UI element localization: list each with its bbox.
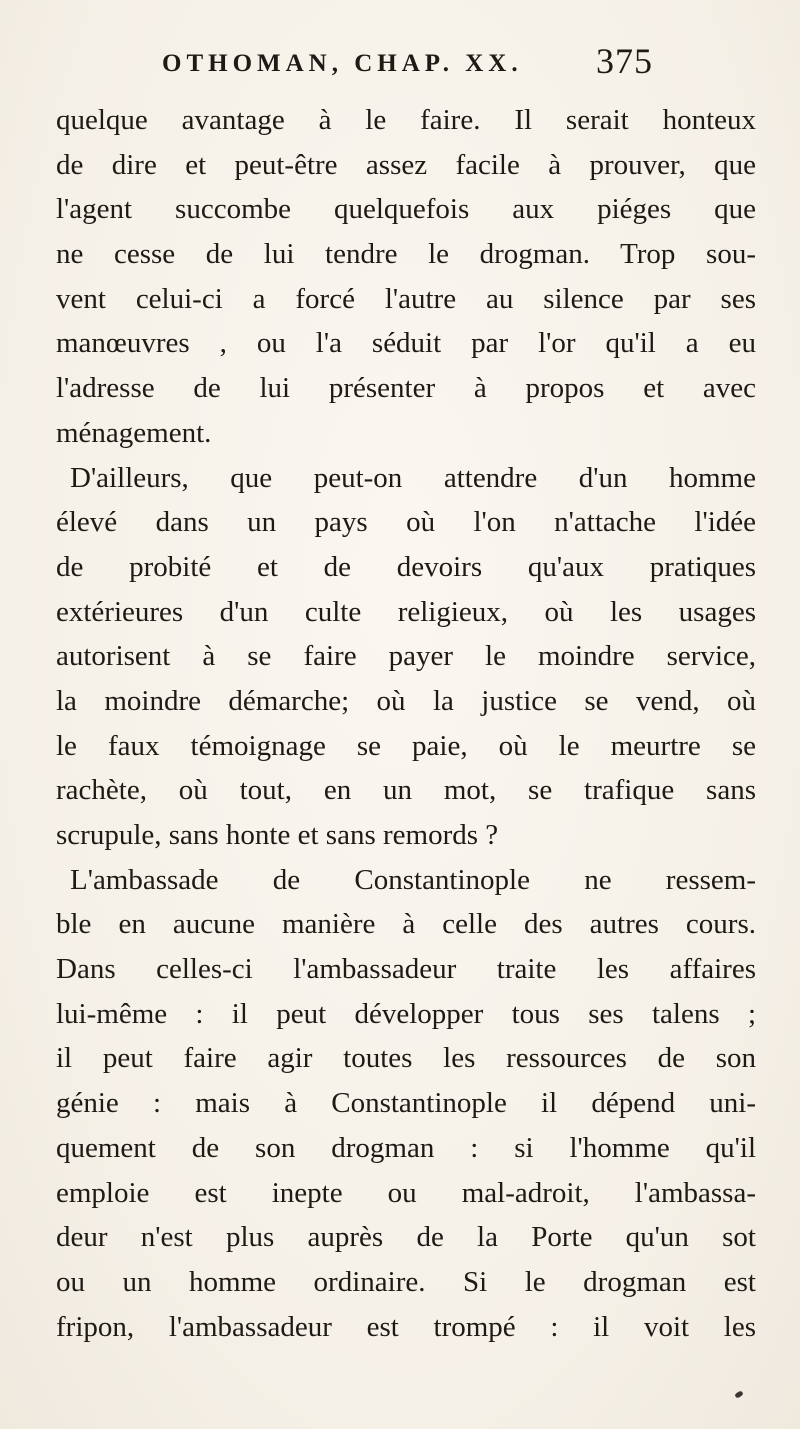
text-line: deur n'est plus auprès de la Porte qu'un sot <box>56 1221 756 1254</box>
text-line: élevé dans un pays où l'on n'attache l'idée <box>56 506 756 539</box>
text-line: le faux témoignage se paie, où le meurtre se <box>56 729 756 762</box>
body-text <box>56 98 756 1349</box>
running-head <box>0 38 800 98</box>
text-line: rachète, où tout, en un mot, se trafique sans <box>56 774 756 807</box>
paragraph-start-line: D'ailleurs, que peut-on attendre d'un homme <box>70 461 756 494</box>
text-line: de probité et de devoirs qu'aux pratiques <box>56 550 756 583</box>
text-line: ble en aucune manière à celle des autres cours. <box>56 908 756 941</box>
page-number: 375 <box>596 41 653 81</box>
text-line: l'adresse de lui présenter à propos et avec <box>56 372 756 405</box>
text-line: vent celui-ci a forcé l'autre au silence par ses <box>56 282 756 315</box>
text-line: emploie est inepte ou mal-adroit, l'ambassa- <box>56 1176 756 1209</box>
paragraph-end-line: ménagement. <box>56 416 212 449</box>
running-head-title: OTHOMAN, CHAP. XX. <box>162 50 523 77</box>
text-line: la moindre démarche; où la justice se vend, où <box>56 684 756 717</box>
text-line: Dans celles-ci l'ambassadeur traite les affaires <box>56 953 756 986</box>
text-line: lui-même : il peut développer tous ses talens ; <box>56 997 756 1030</box>
text-line: quement de son drogman : si l'homme qu'il <box>56 1131 756 1164</box>
ink-speck <box>734 1390 743 1398</box>
paragraph-start-line: L'ambassade de Constantinople ne ressem- <box>70 863 756 896</box>
text-line: il peut faire agir toutes les ressources de son <box>56 1042 756 1075</box>
text-line: ou un homme ordinaire. Si le drogman est <box>56 1265 756 1298</box>
text-line: de dire et peut-être assez facile à prouver, que <box>56 148 756 181</box>
text-line: autorisent à se faire payer le moindre service, <box>56 640 756 673</box>
text-line: fripon, l'ambassadeur est trompé : il voit les <box>56 1310 756 1343</box>
text-line: manœuvres , ou l'a séduit par l'or qu'il a eu <box>56 327 756 360</box>
paragraph-end-line: scrupule, sans honte et sans remords ? <box>56 819 499 851</box>
text-line: extérieures d'un culte religieux, où les usages <box>56 595 756 628</box>
text-line: génie : mais à Constantinople il dépend uni- <box>56 1087 756 1120</box>
text-line: l'agent succombe quelquefois aux piéges que <box>56 193 756 226</box>
text-line: ne cesse de lui tendre le drogman. Trop sou- <box>56 238 756 271</box>
text-line: quelque avantage à le faire. Il serait honteux <box>56 104 756 136</box>
